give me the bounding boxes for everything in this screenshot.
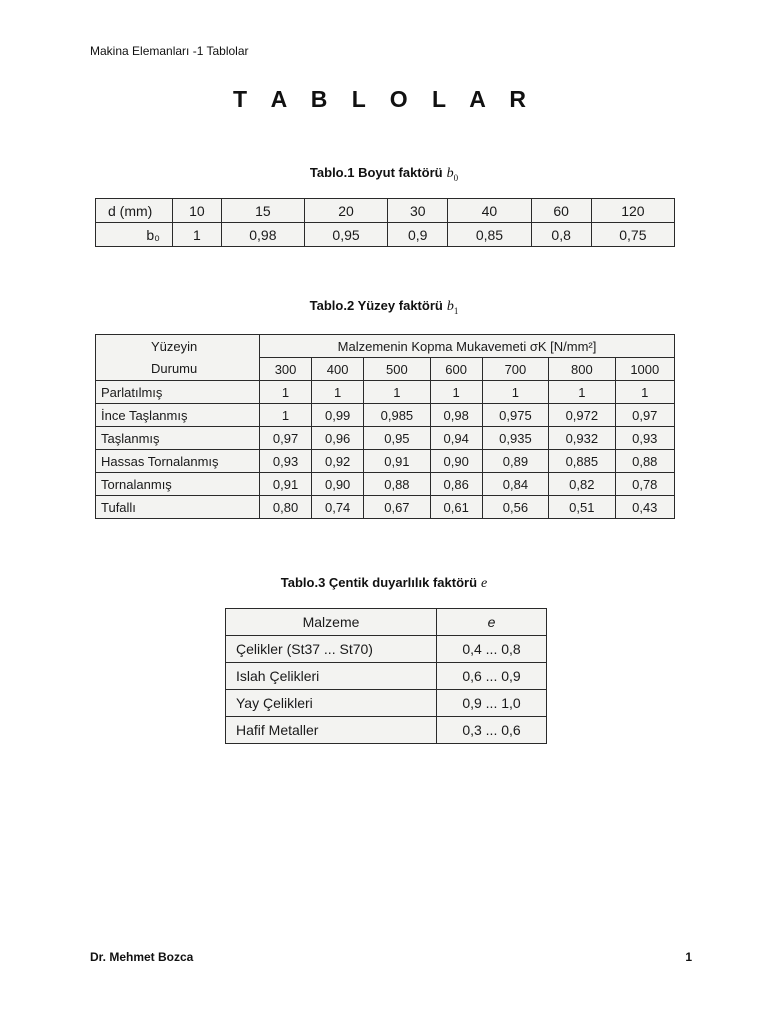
table-cell: 1 [312, 381, 364, 404]
d-row [96, 199, 675, 223]
page-number: 1 [685, 950, 692, 964]
table-cell: 0,90 [312, 473, 364, 496]
tablo1-caption-text: Tablo.1 Boyut faktörü [309, 165, 443, 180]
column-header: 400 [312, 358, 364, 381]
tablo3-symbol: e [481, 576, 488, 591]
tablo2-symbol [447, 299, 459, 314]
table-row [96, 404, 675, 427]
centik-duyarlilik-table [225, 608, 547, 744]
table-cell: 0,51 [549, 496, 615, 519]
table-row [226, 636, 547, 663]
table-cell: 0,86 [430, 473, 482, 496]
table-cell: 0,935 [482, 427, 548, 450]
table-cell: 0,56 [482, 496, 548, 519]
table-row [96, 496, 675, 519]
column-header: 300 [260, 358, 312, 381]
d-cell: 15 [221, 199, 304, 223]
table-cell: 0,91 [260, 473, 312, 496]
table-cell: 0,93 [615, 427, 674, 450]
column-header: 600 [430, 358, 482, 381]
corner-label-bottom: Durumu [96, 358, 260, 381]
table-cell: 0,90 [430, 450, 482, 473]
b0-cell: 1 [173, 223, 222, 247]
tablo3-caption [0, 575, 768, 592]
material-cell: Çelikler (St37 ... St70) [226, 636, 437, 663]
e-value-cell: 0,6 ... 0,9 [437, 663, 547, 690]
tablo2-symbol-letter: b [446, 299, 454, 314]
tablo1-symbol [447, 166, 459, 181]
yuzey-faktoru-table [95, 334, 675, 519]
table-cell: 1 [482, 381, 548, 404]
table-cell: 0,67 [364, 496, 430, 519]
tablo2-caption [0, 298, 768, 316]
d-cell: 60 [531, 199, 591, 223]
e-value-cell: 0,9 ... 1,0 [437, 690, 547, 717]
table-cell: 0,972 [549, 404, 615, 427]
table-cell: 0,92 [312, 450, 364, 473]
table-row [96, 450, 675, 473]
footer-author: Dr. Mehmet Bozca [90, 950, 194, 964]
t3-header-row [226, 609, 547, 636]
e-column-header: e [437, 609, 547, 636]
table-cell: 0,88 [364, 473, 430, 496]
e-value-cell: 0,4 ... 0,8 [437, 636, 547, 663]
table-cell: 0,43 [615, 496, 674, 519]
tablo3-caption-text: Tablo.3 Çentik duyarlılık faktörü [280, 575, 478, 590]
corner-label-top: Yüzeyin [96, 335, 260, 358]
table-row [226, 690, 547, 717]
b0-cell: 0,8 [531, 223, 591, 247]
d-row-label: d (mm) [96, 199, 173, 223]
tablo2-symbol-subscript: 1 [453, 305, 459, 316]
material-cell: Islah Çelikleri [226, 663, 437, 690]
boyut-faktoru-table [95, 198, 675, 247]
table-cell: 0,932 [549, 427, 615, 450]
b0-cell: 0,98 [221, 223, 304, 247]
table-cell: 1 [260, 381, 312, 404]
tablo1-symbol-letter: b [446, 166, 454, 181]
t2-group-header-row [96, 335, 675, 358]
table-cell: 1 [549, 381, 615, 404]
table-cell: 0,78 [615, 473, 674, 496]
table-cell: 0,975 [482, 404, 548, 427]
e-value-cell: 0,3 ... 0,6 [437, 717, 547, 744]
table-cell: 1 [430, 381, 482, 404]
material-cell: Hafif Metaller [226, 717, 437, 744]
d-cell: 40 [448, 199, 531, 223]
b0-cell: 0,85 [448, 223, 531, 247]
row-label: İnce Taşlanmış [96, 404, 260, 427]
d-cell: 20 [304, 199, 387, 223]
table-cell: 0,91 [364, 450, 430, 473]
d-cell: 120 [591, 199, 674, 223]
table-cell: 0,885 [549, 450, 615, 473]
table-cell: 0,89 [482, 450, 548, 473]
table-cell: 0,97 [260, 427, 312, 450]
table-cell: 1 [364, 381, 430, 404]
column-header: 500 [364, 358, 430, 381]
column-header: 700 [482, 358, 548, 381]
table-cell: 0,95 [364, 427, 430, 450]
material-cell: Yay Çelikleri [226, 690, 437, 717]
tablo1-caption [0, 165, 768, 183]
row-label: Tufallı [96, 496, 260, 519]
table-row [96, 427, 675, 450]
b0-row-label: b₀ [96, 223, 173, 247]
table-cell: 0,82 [549, 473, 615, 496]
d-cell: 30 [388, 199, 448, 223]
d-cell: 10 [173, 199, 222, 223]
column-header: 800 [549, 358, 615, 381]
table-cell: 1 [615, 381, 674, 404]
column-header: 1000 [615, 358, 674, 381]
table-cell: 0,985 [364, 404, 430, 427]
table-cell: 1 [260, 404, 312, 427]
page-title: T A B L O L A R [233, 86, 535, 112]
table-cell: 0,96 [312, 427, 364, 450]
table-row [226, 663, 547, 690]
b0-cell: 0,9 [388, 223, 448, 247]
row-label: Parlatılmış [96, 381, 260, 404]
table-row [96, 381, 675, 404]
b0-cell: 0,95 [304, 223, 387, 247]
table-cell: 0,99 [312, 404, 364, 427]
table-row [226, 717, 547, 744]
t2-column-header-row [96, 358, 675, 381]
table-cell: 0,80 [260, 496, 312, 519]
table-row [96, 473, 675, 496]
strength-group-header: Malzemenin Kopma Mukavemeti σK [N/mm²] [260, 335, 675, 358]
tablo1-symbol-subscript: 0 [453, 172, 459, 183]
b0-row [96, 223, 675, 247]
table-cell: 0,74 [312, 496, 364, 519]
b0-cell: 0,75 [591, 223, 674, 247]
table-cell: 0,84 [482, 473, 548, 496]
material-column-header: Malzeme [226, 609, 437, 636]
table-cell: 0,94 [430, 427, 482, 450]
tablo2-caption-text: Tablo.2 Yüzey faktörü [309, 298, 443, 313]
table-cell: 0,93 [260, 450, 312, 473]
row-label: Tornalanmış [96, 473, 260, 496]
table-cell: 0,61 [430, 496, 482, 519]
table-cell: 0,98 [430, 404, 482, 427]
table-cell: 0,88 [615, 450, 674, 473]
running-header: Makina Elemanları -1 Tablolar [90, 44, 249, 58]
row-label: Hassas Tornalanmış [96, 450, 260, 473]
table-cell: 0,97 [615, 404, 674, 427]
row-label: Taşlanmış [96, 427, 260, 450]
